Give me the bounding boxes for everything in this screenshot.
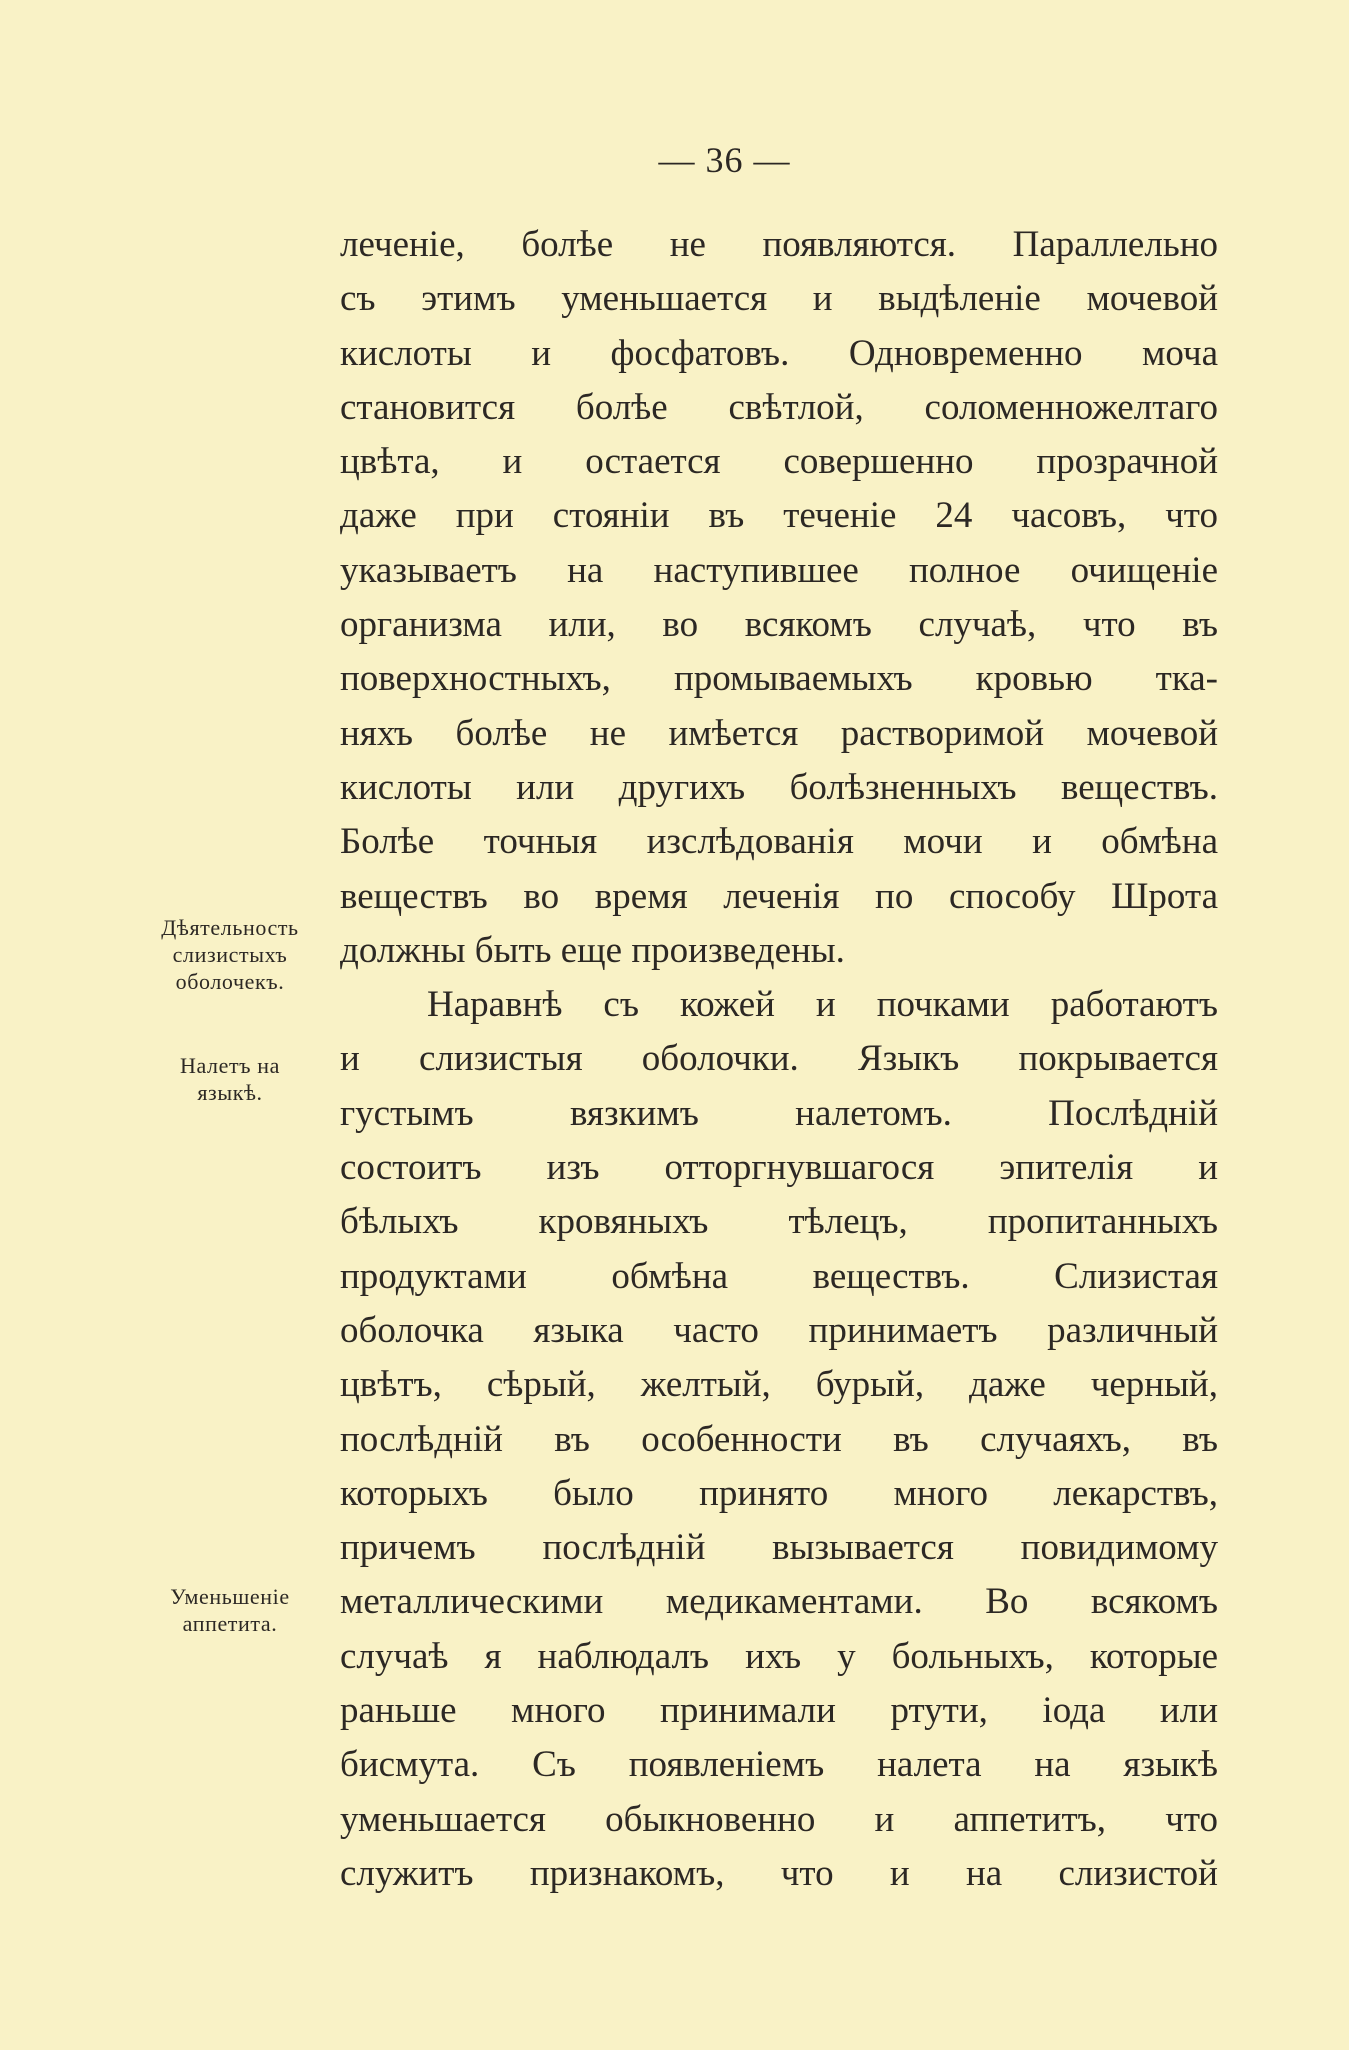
text-line: кислоты или другихъ болѣзненныхъ веществъ. [340, 766, 1218, 808]
text-line: цвѣта, и остается совершенно прозрачной [340, 441, 1218, 483]
sidenote-line: слизистыхъ [172, 942, 288, 967]
text-line: Наравнѣ съ кожей и почками работаютъ [427, 984, 1218, 1026]
text-line: поверхностныхъ, промываемыхъ кровью тка- [340, 658, 1218, 700]
text-line: Болѣе точныя изслѣдованія мочи и обмѣна [340, 821, 1218, 863]
text-line: металлическими медикаментами. Во всякомъ [340, 1581, 1218, 1623]
text-line: цвѣтъ, сѣрый, желтый, бурый, даже черный, [340, 1364, 1218, 1406]
text-line: оболочка языка часто принимаетъ различный [340, 1309, 1218, 1351]
text-line: продуктами обмѣна веществъ. Слизистая [340, 1255, 1218, 1297]
text-line: леченіе, болѣе не появляются. Параллельно [340, 224, 1218, 265]
text-line: густымъ вязкимъ налетомъ. Послѣдній [340, 1092, 1218, 1134]
page-number: — 36 — [658, 140, 791, 180]
text-line: служитъ признакомъ, что и на слизистой [340, 1852, 1218, 1894]
sidenote-line: языкѣ. [197, 1080, 263, 1105]
text-line: бѣлыхъ кровяныхъ тѣлецъ, пропитанныхъ [340, 1201, 1218, 1243]
sidenote-line: оболочекъ. [175, 969, 285, 994]
sidenote-mucous-membranes [125, 914, 335, 995]
text-line: няхъ болѣе не имѣется растворимой мочевой [340, 712, 1218, 754]
text-line: причемъ послѣдній вызывается повидимому [340, 1527, 1218, 1569]
text-line: состоитъ изъ отторгнувшагося эпителія и [340, 1147, 1218, 1189]
text-line: организма или, во всякомъ случаѣ, что въ [340, 604, 1218, 646]
text-line: которыхъ было принято много лекарствъ, [340, 1472, 1218, 1514]
sidenote-line: Дѣятельность [161, 915, 299, 940]
text-line: веществъ во время леченія по способу Шрота [340, 875, 1218, 917]
text-line: случаѣ я наблюдалъ ихъ у больныхъ, которые [340, 1635, 1218, 1677]
text-line: становится болѣе свѣтлой, соломенножелтаго [340, 386, 1218, 428]
text-line: должны быть еще произведены. [340, 929, 845, 971]
body-text [340, 218, 1218, 1901]
sidenote-tongue-coating [125, 1052, 335, 1106]
text-line: уменьшается обыкновенно и аппетитъ, что [340, 1798, 1218, 1840]
text-line: даже при стояніи въ теченіе 24 часовъ, что [340, 495, 1218, 537]
text-line: кислоты и фосфатовъ. Одновременно моча [340, 332, 1218, 374]
text-line: послѣдній въ особенности въ случаяхъ, въ [340, 1418, 1218, 1460]
sidenote-appetite [125, 1583, 335, 1637]
text-line: раньше много принимали ртути, іода или [340, 1690, 1218, 1732]
text-line: съ этимъ уменьшается и выдѣленіе мочевой [340, 278, 1218, 320]
sidenote-line: Налетъ на [179, 1053, 281, 1078]
text-line: бисмута. Съ появленіемъ налета на языкѣ [340, 1744, 1218, 1786]
text-line: и слизистыя оболочки. Языкъ покрывается [340, 1038, 1218, 1080]
sidenote-line: Уменьшеніе [170, 1584, 290, 1609]
sidenote-line: аппетита. [182, 1611, 278, 1636]
text-line: указываетъ на наступившее полное очищеніе [340, 549, 1218, 591]
